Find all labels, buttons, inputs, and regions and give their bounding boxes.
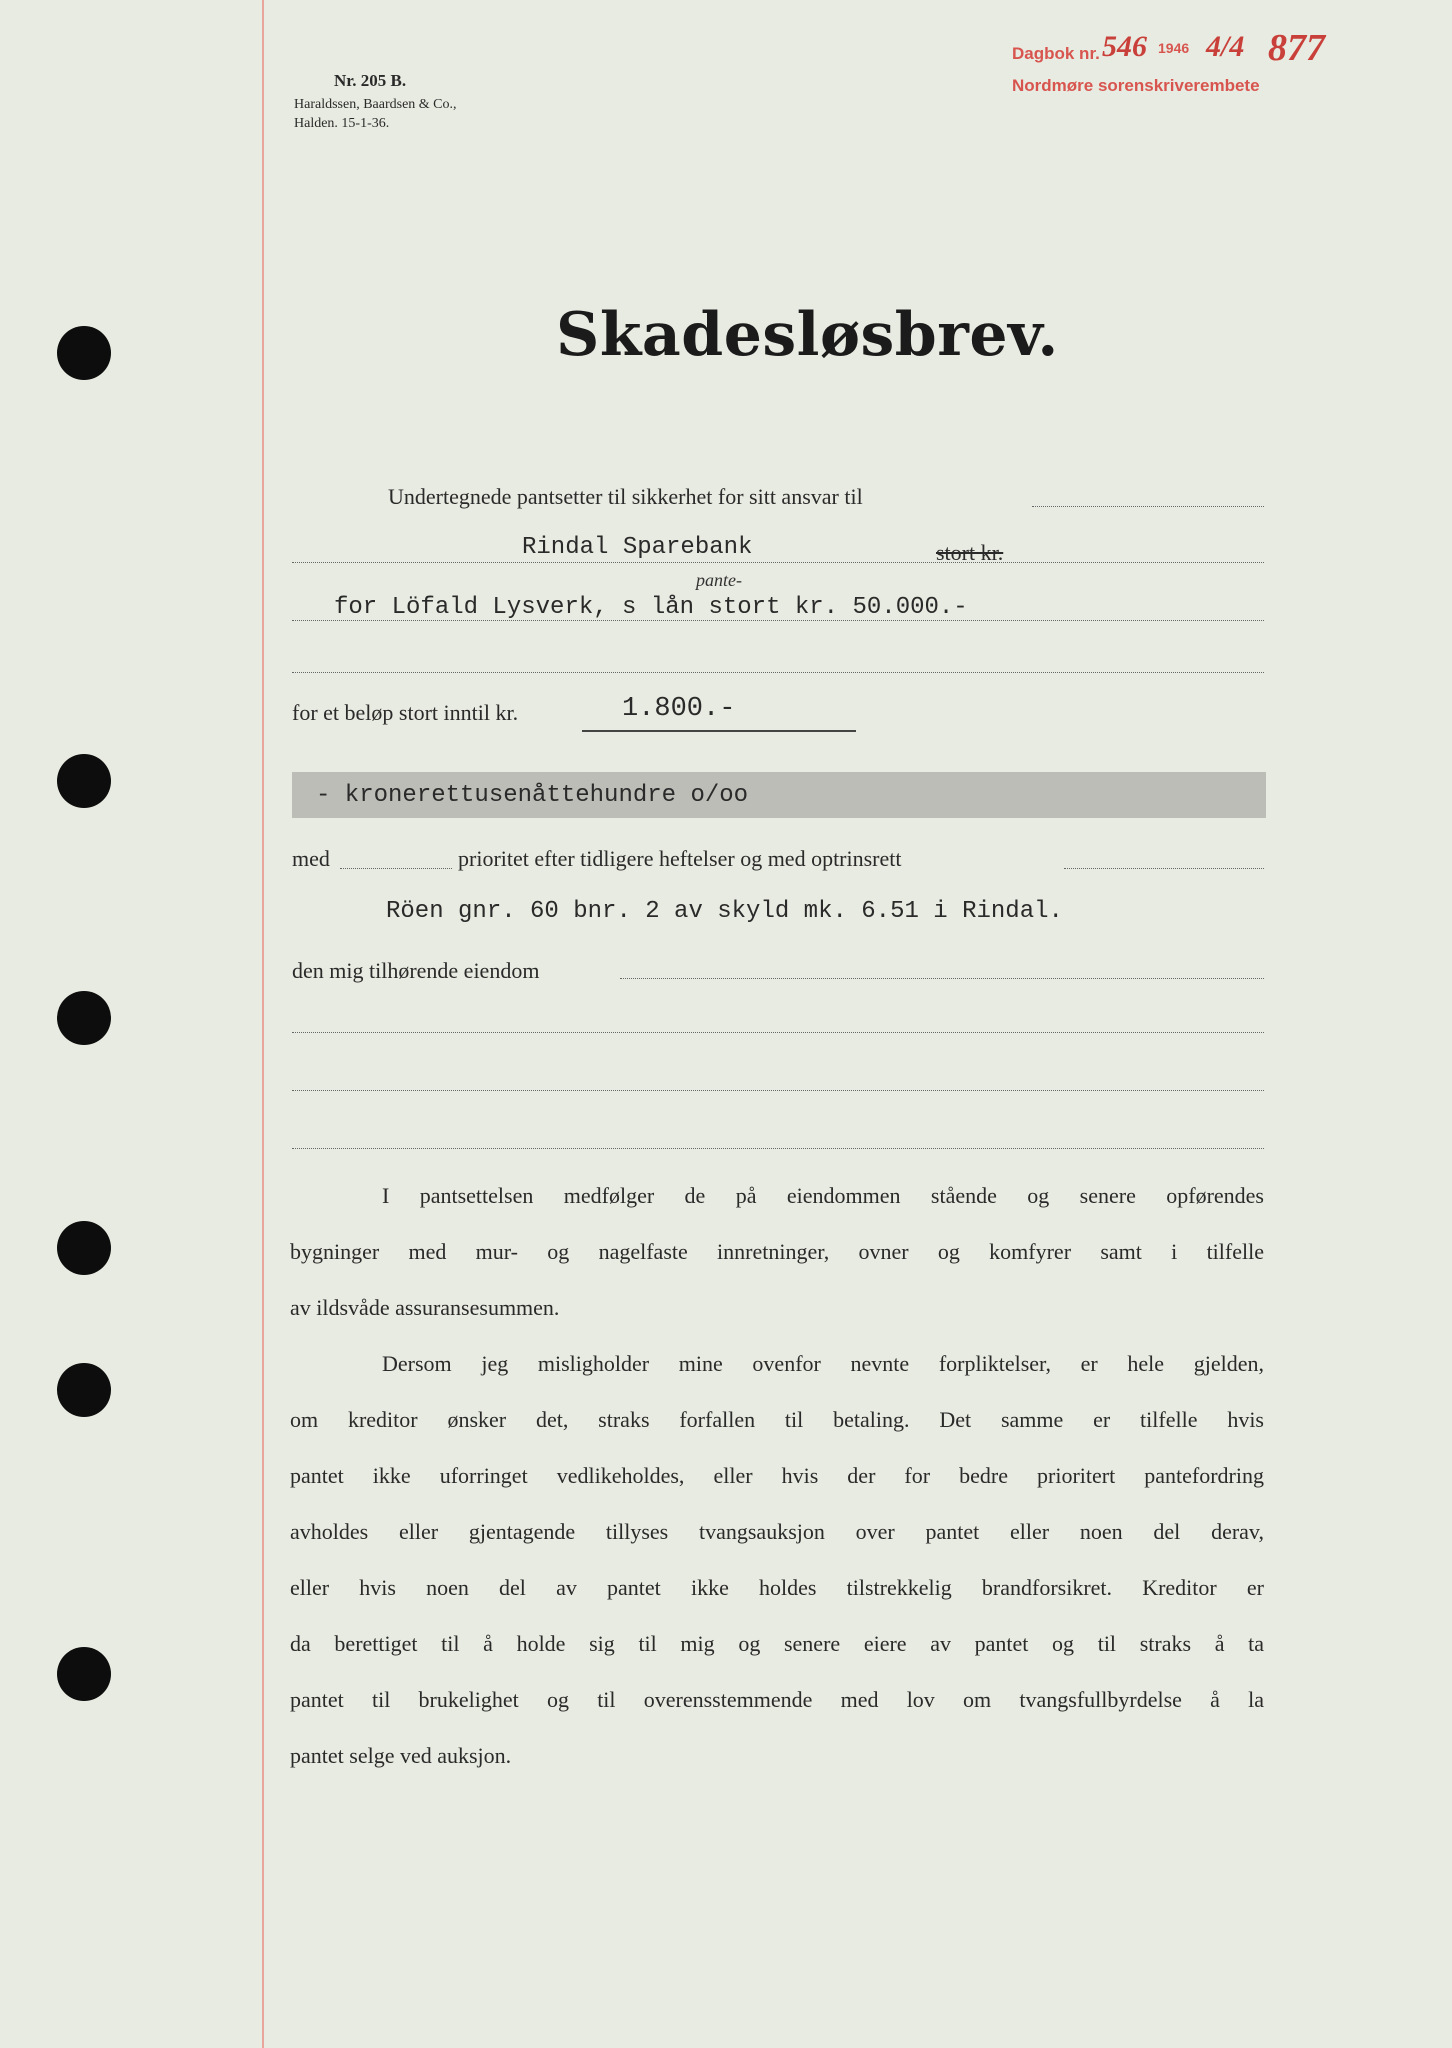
paragraph-line: pantet selge ved auksjon. bbox=[290, 1743, 512, 1768]
loan-insert: pante- bbox=[696, 570, 742, 590]
punch-hole bbox=[57, 326, 111, 380]
fill-line bbox=[340, 868, 452, 869]
fill-line bbox=[292, 1090, 1264, 1091]
punch-hole bbox=[57, 991, 111, 1045]
punch-hole bbox=[57, 1363, 111, 1417]
printer-name: Haraldssen, Baardsen & Co., bbox=[294, 97, 457, 112]
creditor-name: Rindal Sparebank bbox=[522, 534, 753, 561]
property-description: Röen gnr. 60 bnr. 2 av skyld mk. 6.51 i Rindal. bbox=[386, 898, 1063, 925]
fill-line bbox=[292, 562, 1264, 563]
paragraph-line: pantet ikke uforringet vedlikeholdes, eller hvis der for bedre prioritert pantefordring bbox=[290, 1463, 1264, 1488]
registry-date: 4/4 bbox=[1206, 30, 1245, 63]
document-title: Skadesløsbrev. bbox=[556, 300, 1059, 370]
paragraph-line: av ildsvåde assuransesummen. bbox=[290, 1295, 560, 1320]
amount-underline bbox=[582, 730, 856, 732]
dagbok-number: 546 bbox=[1102, 30, 1147, 63]
paragraph-line: eller hvis noen del av pantet ikke holdes tilstrekkelig brandforsikret. Kreditor er bbox=[290, 1575, 1264, 1600]
punch-hole bbox=[57, 1647, 111, 1701]
amount-label: for et beløp stort inntil kr. bbox=[292, 700, 519, 725]
paragraph-line: pantet til brukelighet og til overensstemmende med lov om tvangsfullbyrdelse å la bbox=[290, 1687, 1264, 1712]
paragraph-default-terms bbox=[290, 1336, 1264, 1784]
paragraph-line: avholdes eller gjentagende tillyses tvangsauksjon over pantet eller noen del derav, bbox=[290, 1519, 1264, 1544]
paragraph-line: om kreditor ønsker det, straks forfallen til betaling. Det samme er tilfelle hvis bbox=[290, 1407, 1264, 1432]
paragraph-line: Dersom jeg misligholder mine ovenfor nevnte forpliktelser, er hele gjelden, bbox=[382, 1351, 1264, 1376]
stamp-year: 1946 bbox=[1158, 40, 1190, 56]
fill-line bbox=[1032, 506, 1264, 507]
paragraph-line: da berettiget til å holde sig til mig og senere eiere av pantet og til straks å ta bbox=[290, 1631, 1264, 1656]
punch-hole bbox=[57, 1221, 111, 1275]
form-number: Nr. 205 B. bbox=[334, 71, 407, 90]
paragraph-collateral bbox=[290, 1168, 1264, 1336]
registry-office: Nordmøre sorenskriverembete bbox=[1012, 76, 1260, 95]
page-number: 877 bbox=[1268, 27, 1325, 69]
paragraph-line: I pantsettelsen medfølger de på eiendommen stående og senere opførendes bbox=[382, 1183, 1264, 1208]
priority-prefix: med bbox=[292, 846, 330, 871]
fill-line bbox=[1064, 868, 1264, 869]
printer-place: Halden. 15-1-36. bbox=[294, 116, 390, 131]
amount-words: - kronerettusenåttehundre o/oo bbox=[316, 782, 749, 809]
intro-text: Undertegnede pantsetter til sikkerhet for sitt ansvar til bbox=[388, 484, 863, 509]
property-label: den mig tilhørende eiendom bbox=[292, 958, 540, 983]
amount-value: 1.800.- bbox=[622, 694, 736, 724]
loan-line: for Löfald Lysverk, s lån stort kr. 50.000.- bbox=[334, 594, 968, 621]
fill-line bbox=[292, 672, 1264, 673]
registry-stamp-label: Dagbok nr. bbox=[1012, 44, 1100, 63]
fill-line bbox=[620, 978, 1264, 979]
margin-rule bbox=[262, 0, 264, 2048]
fill-line bbox=[292, 1032, 1264, 1033]
fill-line bbox=[292, 620, 1264, 621]
fill-line bbox=[292, 1148, 1264, 1149]
punch-hole bbox=[57, 754, 111, 808]
paragraph-line: bygninger med mur- og nagelfaste innretninger, ovner og komfyrer samt i tilfelle bbox=[290, 1239, 1264, 1264]
priority-text: prioritet efter tidligere heftelser og med optrinsrett bbox=[458, 846, 902, 871]
creditor-suffix: stort kr. bbox=[936, 540, 1004, 565]
